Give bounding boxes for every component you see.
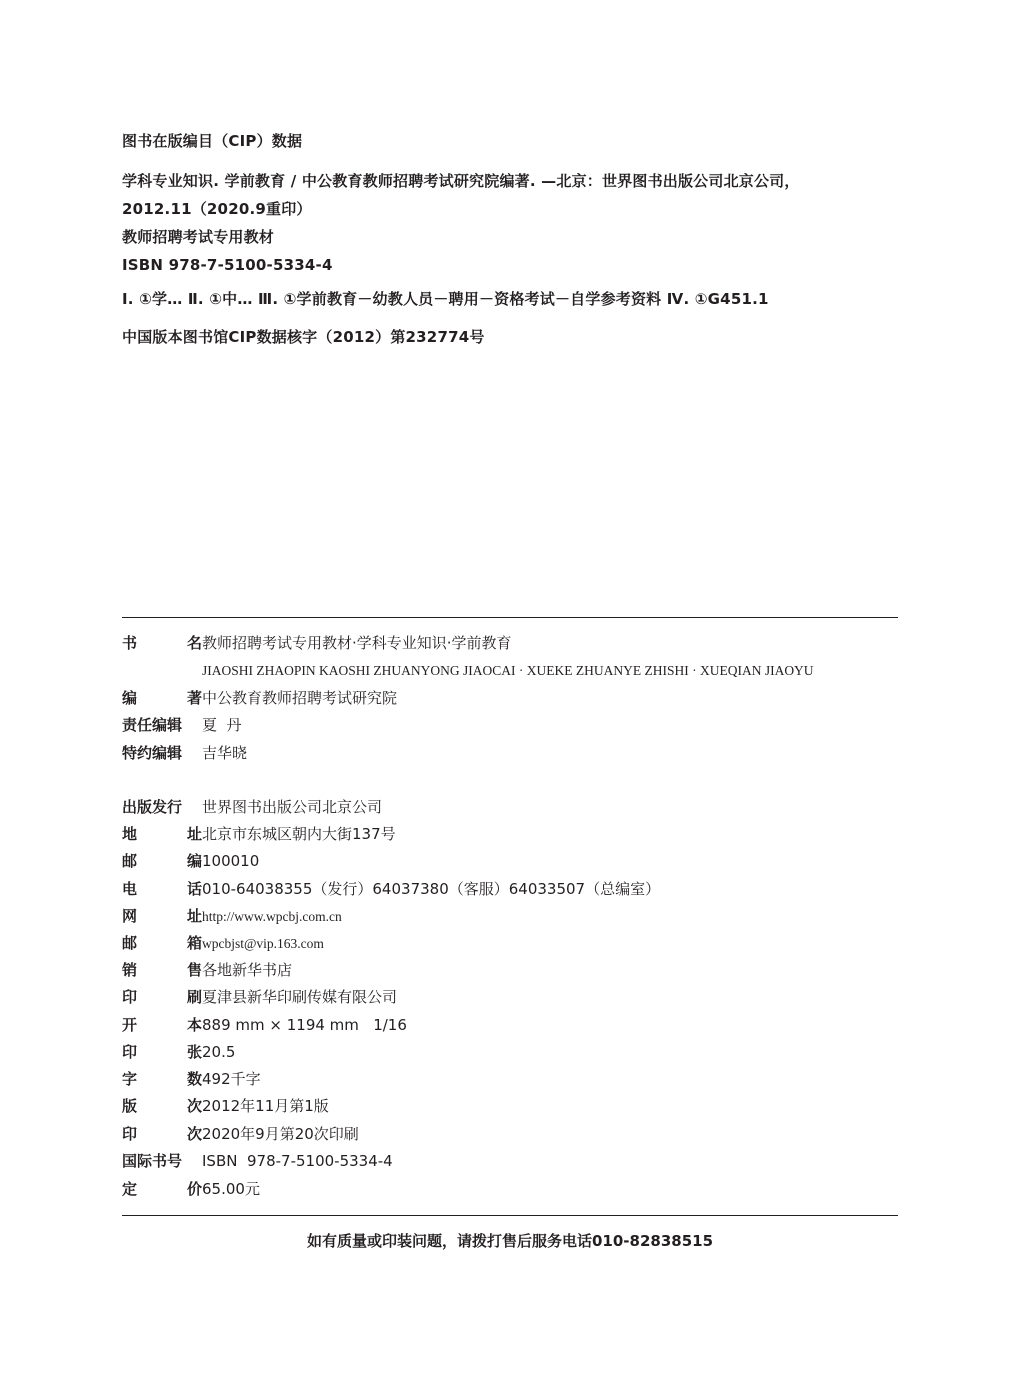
colophon-row-address [122,825,396,843]
value-address: 北京市东城区朝内大街137号 [202,825,396,843]
value-printing: 2020年9月第20次印刷 [202,1125,359,1143]
colophon-row-title [122,634,512,652]
value-postcode: 100010 [202,852,260,870]
colophon-row-format [122,1016,407,1034]
value-publisher: 世界图书出版公司北京公司 [202,798,383,816]
value-special-editor: 吉华晓 [202,744,248,762]
colophon-row-editor [122,689,397,707]
colophon-row-words [122,1070,261,1088]
label-sheets: 印 张 [122,1043,202,1061]
value-isbn: ISBN 978-7-5100-5334-4 [202,1152,393,1170]
after-sales-notice: 如有质量或印装问题，请拨打售后服务电话010-82838515 [306,1232,714,1250]
label-phone: 电 话 [122,880,202,898]
colophon-row-sales [122,961,292,979]
label-price: 定 价 [122,1180,202,1198]
colophon-row-price [122,1180,260,1198]
label-postcode: 邮 编 [122,852,202,870]
colophon-row-special-editor [122,744,247,762]
colophon-row-pinyin [202,662,814,680]
value-sheets: 20.5 [202,1043,236,1061]
label-email: 邮 箱 [122,934,202,952]
value-title: 教师招聘考试专用教材·学科专业知识·学前教育 [202,634,512,652]
label-title: 书 名 [122,634,202,652]
colophon-row-edition [122,1097,329,1115]
value-website[interactable]: http://www.wpcbj.com.cn [202,909,342,924]
colophon-row-isbn [122,1152,393,1170]
value-printer: 夏津县新华印刷传媒有限公司 [202,988,398,1006]
label-special-editor: 特约编辑 [122,744,183,762]
value-resp-editor: 夏 丹 [202,716,242,734]
value-sales: 各地新华书店 [202,961,293,979]
label-printing: 印 次 [122,1125,202,1143]
cip-classification-line: Ⅰ. ①学… Ⅱ. ①中… Ⅲ. ①学前教育－幼教人员－聘用－资格考试－自学参考资料 Ⅳ. ①G451.1 [122,290,769,308]
cip-series-line: 教师招聘考试专用教材 [122,228,275,246]
cip-record-line: 中国版本图书馆CIP数据核字（2012）第232774号 [122,328,485,346]
value-email[interactable]: wpcbjst@vip.163.com [202,936,324,951]
label-sales: 销 售 [122,961,202,979]
value-editor: 中公教育教师招聘考试研究院 [202,689,398,707]
cip-title-line: 学科专业知识. 学前教育 / 中公教育教师招聘考试研究院编著. —北京：世界图书出版公司北京公司， [122,172,800,190]
value-edition: 2012年11月第1版 [202,1097,329,1115]
label-address: 地 址 [122,825,202,843]
colophon-row-email [122,934,324,953]
colophon-row-resp-editor [122,716,242,734]
bottom-rule [122,1215,898,1216]
value-phone: 010-64038355（发行）64037380（客服）64033507（总编室） [202,880,661,898]
colophon-row-publisher [122,798,382,816]
cip-heading: 图书在版编目（CIP）数据 [122,132,303,150]
colophon-row-printing [122,1125,359,1143]
label-website: 网 址 [122,907,202,925]
cip-isbn-line: ISBN 978-7-5100-5334-4 [122,256,333,274]
colophon-row-printer [122,988,397,1006]
colophon-row-postcode [122,852,259,870]
top-rule [122,617,898,618]
label-format: 开 本 [122,1016,202,1034]
colophon-row-sheets [122,1043,235,1061]
cip-date-line: 2012.11（2020.9重印） [122,200,312,218]
label-edition: 版 次 [122,1097,202,1115]
colophon-row-phone [122,880,660,898]
label-words: 字 数 [122,1070,202,1088]
colophon-row-website [122,907,342,926]
value-title-pinyin: JIAOSHI ZHAOPIN KAOSHI ZHUANYONG JIAOCAI · XUEKE ZHUANYE ZHISHI · XUEQIAN JIAOYU [202,663,814,678]
value-words: 492千字 [202,1070,261,1088]
label-resp-editor: 责任编辑 [122,716,183,734]
value-format: 889 mm × 1194 mm 1/16 [202,1016,407,1034]
label-printer: 印 刷 [122,988,202,1006]
value-price: 65.00元 [202,1180,260,1198]
label-publisher: 出版发行 [122,798,183,816]
label-editor: 编 著 [122,689,202,707]
label-isbn: 国际书号 [122,1152,183,1170]
